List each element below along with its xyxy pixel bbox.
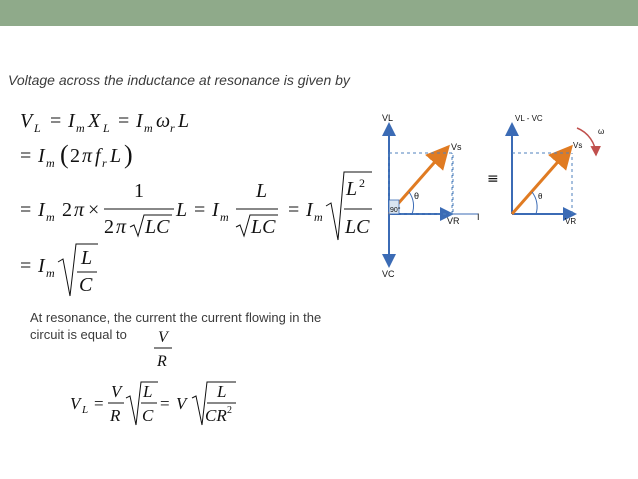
note-line-1: At resonance, the current the current flowing in the (30, 310, 322, 325)
svg-text:C: C (79, 274, 93, 296)
svg-text:×: × (88, 199, 100, 221)
svg-text:=: = (50, 110, 62, 132)
equiv-sign: ≡ (487, 171, 499, 187)
label-theta: θ (414, 191, 420, 201)
svg-text:I: I (38, 199, 45, 221)
svg-text:I: I (136, 110, 143, 132)
svg-text:LC: LC (251, 216, 276, 238)
svg-text:V: V (158, 329, 168, 346)
svg-text:LC: LC (345, 216, 370, 238)
svg-text:=: = (288, 199, 300, 221)
svg-text:LC: LC (145, 216, 170, 238)
svg-text:V: V (176, 394, 187, 413)
svg-text:m: m (46, 266, 55, 280)
label-vl: VL (382, 113, 394, 123)
svg-text:I: I (212, 199, 219, 221)
svg-text:V: V (111, 382, 122, 401)
svg-text:L: L (256, 180, 268, 202)
phasor-left (382, 113, 480, 279)
label-omega: ω (598, 127, 605, 136)
label-angle: 90° (390, 207, 401, 214)
svg-text:CR: CR (205, 406, 227, 425)
svg-text:X: X (88, 110, 101, 132)
svg-text:I: I (306, 199, 313, 221)
svg-text:L: L (103, 121, 110, 135)
svg-text:2: 2 (62, 199, 72, 221)
label-vs: Vs (451, 142, 462, 152)
svg-text:m: m (144, 121, 153, 135)
svg-text:r: r (170, 121, 175, 135)
svg-text:L: L (143, 382, 153, 401)
svg-text:L: L (34, 121, 41, 135)
svg-text:m: m (314, 210, 323, 224)
svg-text:L: L (217, 382, 227, 401)
svg-text:r: r (102, 156, 107, 170)
svg-text:=: = (20, 255, 32, 277)
label-i: I (477, 212, 480, 222)
svg-text:m: m (76, 121, 85, 135)
svg-text:f: f (95, 145, 101, 167)
svg-text:I: I (38, 255, 45, 277)
svg-text:m: m (220, 210, 229, 224)
svg-text:1: 1 (134, 180, 144, 202)
svg-text:=: = (94, 394, 104, 413)
svg-text:I: I (38, 145, 45, 167)
label-theta-right: θ (538, 192, 543, 201)
svg-text:C: C (142, 406, 154, 425)
note-line-2: circuit is equal to (30, 327, 127, 342)
svg-text:L: L (110, 145, 122, 167)
label-vc: VC (382, 269, 395, 279)
svg-text:=: = (160, 394, 170, 413)
svg-text:2: 2 (359, 176, 365, 190)
label-vr: VR (447, 216, 460, 226)
svg-text:2: 2 (227, 405, 232, 416)
svg-text:V: V (70, 394, 81, 413)
phasor-right (512, 114, 604, 226)
svg-text:R: R (157, 353, 167, 370)
svg-text:L: L (176, 199, 188, 221)
svg-text:=: = (20, 199, 32, 221)
svg-text:V: V (20, 110, 33, 132)
svg-text:=: = (194, 199, 206, 221)
svg-text:π: π (74, 199, 85, 221)
svg-text:L: L (81, 247, 93, 269)
svg-text:I: I (68, 110, 75, 132)
svg-text:2: 2 (70, 145, 80, 167)
svg-text:R: R (110, 406, 121, 425)
svg-text:(: ( (60, 140, 69, 169)
svg-text:=: = (20, 145, 32, 167)
label-vr-right: VR (565, 217, 577, 226)
svg-text:=: = (118, 110, 130, 132)
svg-text:2: 2 (104, 216, 114, 238)
label-vl-minus-vc: VL - VC (515, 114, 543, 123)
svg-text:L: L (178, 110, 190, 132)
svg-text:ω: ω (156, 110, 171, 132)
svg-text:π: π (116, 216, 127, 238)
label-vs-right: Vs (573, 141, 583, 150)
svg-text:L: L (82, 404, 89, 416)
svg-text:L: L (346, 178, 358, 200)
svg-text:π: π (82, 145, 93, 167)
svg-text:): ) (124, 140, 133, 169)
svg-text:m: m (46, 156, 55, 170)
heading-text: Voltage across the inductance at resonance is given by (8, 72, 350, 88)
svg-text:m: m (46, 210, 55, 224)
